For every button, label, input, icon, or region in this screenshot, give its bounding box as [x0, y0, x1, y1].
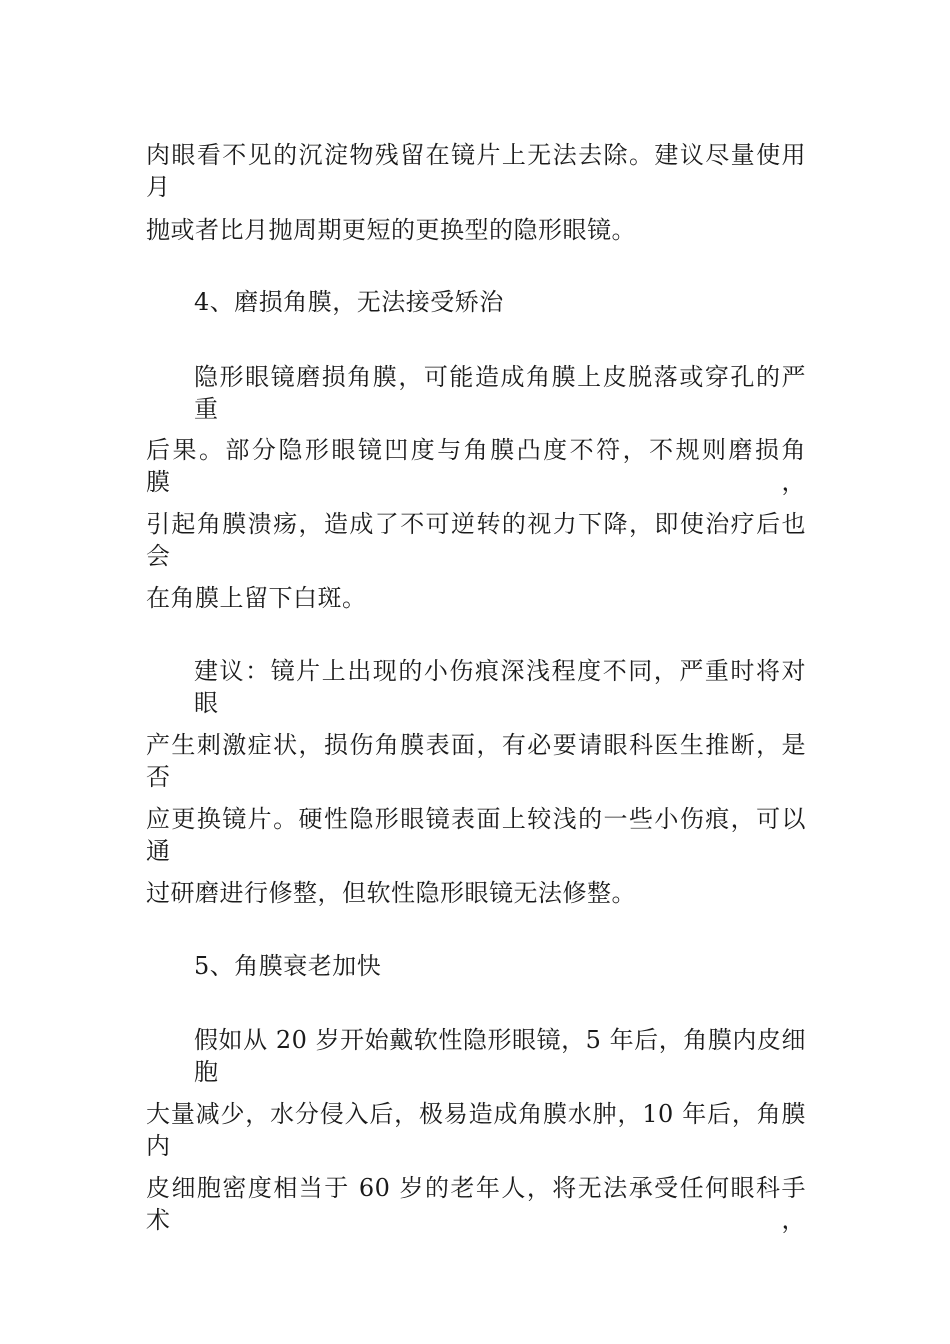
paragraph-line: 建议：镜片上出现的小伤痕深浅程度不同，严重时将对眼: [194, 657, 806, 717]
section-heading: 4、磨损角膜，无法接受矫治: [194, 288, 504, 316]
paragraph-line: 大量减少，水分侵入后，极易造成角膜水肿，10 年后，角膜内: [146, 1100, 806, 1160]
paragraph-line: 抛或者比月抛周期更短的更换型的隐形眼镜。: [146, 216, 636, 244]
paragraph-line: 假如从 20 岁开始戴软性隐形眼镜，5 年后，角膜内皮细胞: [194, 1026, 806, 1086]
paragraph-line: 引起角膜溃疡，造成了不可逆转的视力下降，即使治疗后也会: [146, 510, 806, 570]
section-heading: 5、角膜衰老加快: [194, 952, 382, 980]
paragraph-line: 后果。部分隐形眼镜凹度与角膜凸度不符，不规则磨损角膜，: [146, 436, 806, 496]
paragraph-line: 产生刺激症状，损伤角膜表面，有必要请眼科医生推断，是否: [146, 731, 806, 791]
paragraph-line: 在角膜上留下白斑。: [146, 584, 367, 612]
paragraph-line: 过研磨进行修整，但软性隐形眼镜无法修整。: [146, 879, 636, 907]
paragraph-line: 应更换镜片。硬性隐形眼镜表面上较浅的一些小伤痕，可以通: [146, 805, 806, 865]
paragraph-line: 隐形眼镜磨损角膜，可能造成角膜上皮脱落或穿孔的严重: [194, 363, 806, 423]
paragraph-line: 肉眼看不见的沉淀物残留在镜片上无法去除。建议尽量使用月: [146, 141, 806, 201]
paragraph-line: 皮细胞密度相当于 60 岁的老年人，将无法承受任何眼科手术，: [146, 1174, 806, 1234]
